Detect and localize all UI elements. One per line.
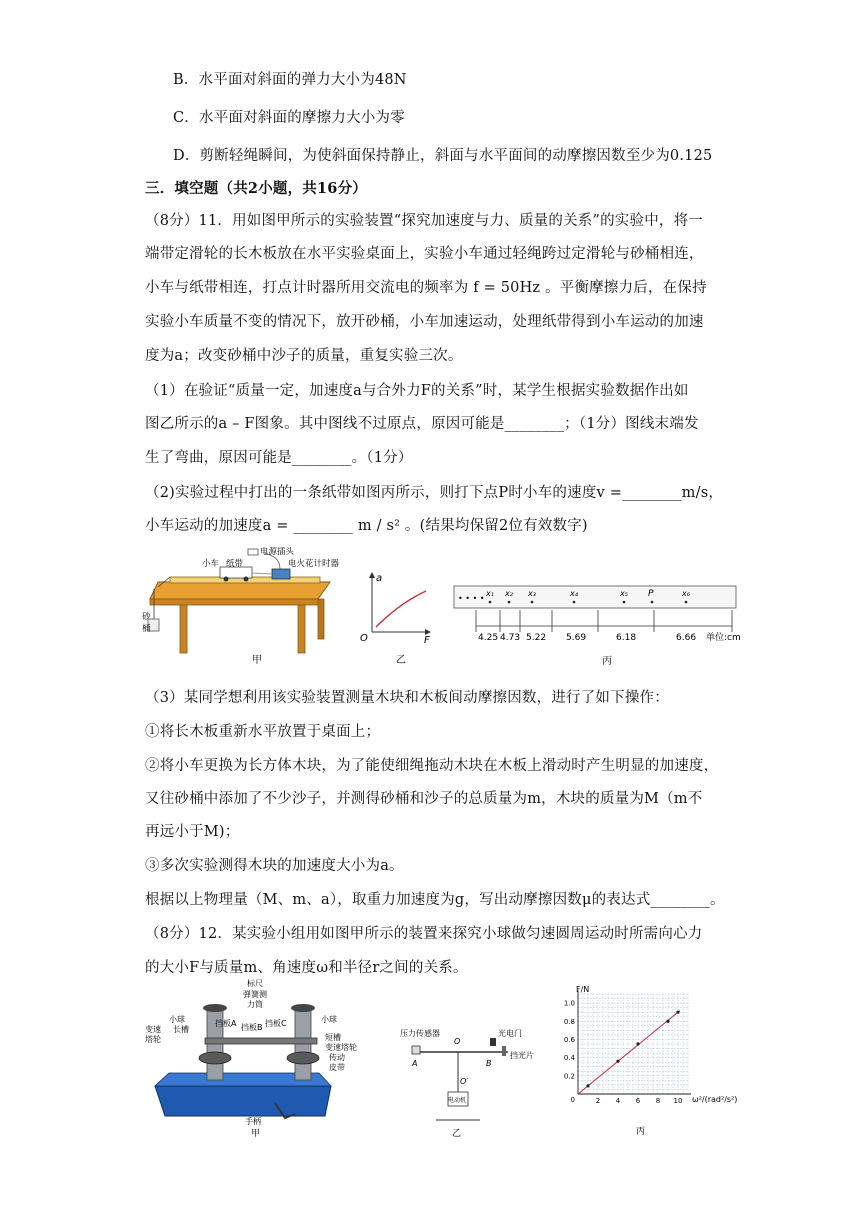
q11-line: 实验小车质量不变的情况下，放开砂桶，小车加速运动，处理纸带得到小车运动的加速 [145,314,704,330]
tape-unit: 单位:cm [706,633,741,643]
x-tick-label: 4 [615,1097,621,1105]
jia12-label-speed-wheel: 变速塔轮 [325,1043,357,1052]
yi12-label-sensor: 压力传感器 [400,1029,440,1038]
chart-svg [556,982,756,1138]
q11-part3-line: （3）某同学想利用该实验装置测量木块和木板间动摩擦因数，进行了如下操作： [145,690,669,706]
jia12-label-ruler: 标尺 [247,979,263,988]
jia12-label-ball-right: 小球 [321,1015,337,1024]
q11-part3-line: 再远小于M)； [145,824,240,840]
x-tick-label: 2 [595,1097,601,1105]
tape-p: P [648,589,654,599]
y-tick-label: 0.4 [563,1054,575,1063]
q12-line: （8分）12．某实验小组用如图甲所示的装置来探究小球做匀速圆周运动时所需向心力 [145,926,703,942]
chart-y-label: F/N [576,985,590,994]
jia-label-tape: 纸带 [226,559,244,569]
data-point [636,1042,639,1045]
q12-chart [556,982,756,1138]
q11-line: 小车与纸带相连，打点计时器所用交流电的频率为 f = 50Hz 。平衡摩擦力后，在保持 [145,280,707,296]
option-b: B．水平面对斜面的弹力大小为48N [173,72,407,88]
tape-d4: 5.69 [566,633,587,643]
x-tick-label: 10 [673,1097,683,1105]
q11-part3-line: 根据以上物理量（M、m、a），取重力加速度为g，写出动摩擦因数μ的表达式________。 [145,892,725,908]
jia12-label-long-groove: 长槽 [173,1025,189,1034]
section-title: 三．填空题（共2小题，共16分） [145,180,367,197]
yi12-label-a: A [412,1059,418,1068]
y-tick-label: 0.8 [563,1017,575,1026]
q11-line: （8分）11．用如图甲所示的实验装置“探究加速度与力、质量的关系”的实验中，将一 [145,213,703,229]
q11-part1-line: 生了弯曲，原因可能是________。（1分） [145,450,413,466]
jia12-label-plate-a: 挡板A [215,1019,237,1028]
jia-caption: 甲 [252,655,262,666]
tape-d3: 5.22 [526,633,547,643]
tape-d6: 6.66 [676,633,697,643]
chart-x-label: ω²/(rad²/s²) [692,1095,738,1104]
tape-d1: 4.25 [478,633,499,643]
yi12-label-photogate: 光电门 [498,1029,522,1038]
jia12-label-handle: 手柄 [245,1117,261,1126]
x-tick-label: 6 [635,1097,641,1105]
x-tick-label: 8 [655,1097,661,1105]
jia12-label-speed2: 塔轮 [145,1035,161,1044]
bing-caption: 丙 [602,656,612,667]
y-tick-label: 1.0 [563,999,575,1008]
chart-caption: 丙 [636,1127,646,1137]
yi-origin: O [360,633,368,644]
q12-figure-jia [135,978,375,1138]
data-point [586,1084,589,1087]
jia-label-plug: 电源插头 [260,547,295,557]
data-point [616,1060,619,1063]
tape-d2: 4.73 [500,633,521,643]
yi12-label-motor: 电动机 [448,1097,467,1104]
jia12-label-plate-c: 挡板C [265,1019,287,1028]
q11-part3-line: 又往砂桶中添加了不少沙子，并测得砂桶和沙子的总质量为m，木块的质量为M（m不 [145,791,703,807]
yi-axis-a: a [376,573,383,584]
q11-part1-line: 图乙所示的a – F图象。其中图线不过原点，原因可能是________；（1分）图线末端发 [145,416,699,432]
tape-x5: x₅ [620,589,628,598]
jia12-label-short-groove: 短槽 [325,1033,341,1042]
jia-label-car: 小车 [202,559,220,569]
q11-figure-jia [140,547,360,672]
jia12-label-ball-left: 小球 [169,1015,185,1024]
tape-x2: x₂ [505,589,513,598]
tape-x1: x₁ [486,589,494,598]
y-tick-label: 0.2 [563,1072,575,1081]
q11-figure-bing [448,580,760,672]
jia12-label-spring2: 力筒 [247,1000,263,1009]
tape-x3: x₃ [528,589,536,598]
q11-part1-line: （1）在验证“质量一定，加速度a与合外力F的关系”时，某学生根据实验数据作出如 [145,383,689,399]
q12-figure-yi [398,1022,538,1138]
yi12-label-b: B [486,1059,492,1068]
tape-x6: x₆ [682,589,690,598]
q11-figure-yi [352,567,442,672]
q11-part2-line: 小车运动的加速度a = ________ m / s² 。(结果均保留2位有效数字) [145,518,588,534]
q11-line: 端带定滑轮的长木板放在水平实验桌面上，实验小车通过轻绳跨过定滑轮与砂桶相连， [145,246,704,262]
jia-label-timer: 电火花计时器 [288,559,340,569]
q11-part2-line: （2)实验过程中打出的一条纸带如图丙所示，则打下点P时小车的速度v =________m/s， [145,485,724,501]
option-d: D．剪断轻绳瞬间，为使斜面保持静止，斜面与水平面间的动摩擦因数至少为0.125 [173,148,713,164]
yi12-label-o: O [454,1037,461,1046]
jia12-label-spring1: 弹簧测 [243,990,267,999]
q11-part3-line: ②将小车更换为长方体木块，为了能使细绳拖动木块在木板上滑动时产生明显的加速度， [145,758,719,774]
yi12-label-shade: 挡光片 [510,1051,534,1060]
yi-caption: 乙 [396,655,406,666]
fit-line [578,1011,680,1094]
option-c: C．水平面对斜面的摩擦力大小为零 [173,110,405,126]
q11-part3-line: ③多次实验测得木块的加速度大小为a。 [145,858,404,874]
data-point [666,1020,669,1023]
data-point [676,1011,679,1014]
jia-label-bucket: 桶 [142,624,151,634]
jia12-caption: 甲 [251,1129,261,1138]
jia12-label-belt2: 皮带 [329,1063,345,1072]
jia12-label-speed1: 变速 [145,1025,161,1034]
tape-dots: • • • • [458,594,485,603]
yi-axis-f: F [424,635,430,646]
q12-line: 的大小F与质量m、角速度ω和半径r之间的关系。 [145,960,468,976]
jia12-label-belt1: 传动 [329,1053,345,1062]
yi12-caption: 乙 [452,1129,462,1138]
q11-part3-line: ①将长木板重新水平放置于桌面上； [145,724,381,740]
q11-line: 度为a；改变砂桶中沙子的质量，重复实验三次。 [145,348,463,364]
y-tick-label: 0.6 [563,1035,575,1044]
tape-x4: x₄ [570,589,578,598]
yi12-label-o-prime: O′ [460,1077,469,1086]
jia12-label-plate-b: 挡板B [241,1023,263,1032]
tape-d5: 6.18 [616,633,637,643]
jia-label-sand: 砂 [142,612,151,622]
origin-label: 0 [570,1096,575,1104]
